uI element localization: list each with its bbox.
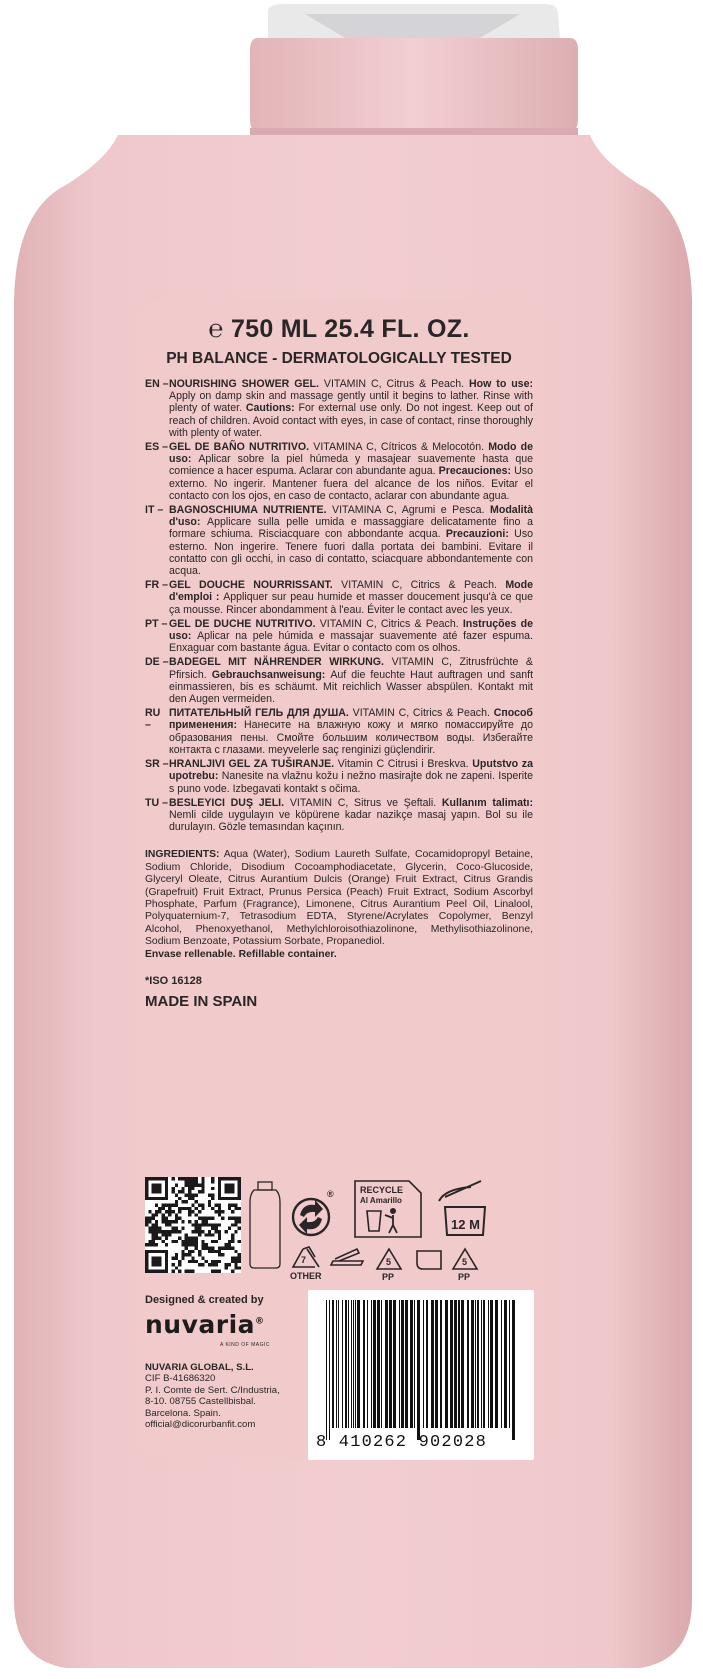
barcode-bar [454, 1300, 457, 1428]
barcode-bar [431, 1300, 434, 1428]
barcode-bar [329, 1300, 330, 1440]
made-in-text: MADE IN SPAIN [145, 992, 258, 1010]
barcode-digits: 8 410262 902028 [316, 1433, 488, 1452]
barcode-bar [405, 1300, 408, 1428]
barcode-bar [426, 1300, 428, 1428]
barcode-bar [501, 1300, 502, 1428]
barcode-bar [477, 1300, 479, 1428]
designed-by-text: Designed & created by [145, 1294, 264, 1306]
instruction-text: NOURISHING SHOWER GEL. VITAMIN C, Citrus & Peach. How to use: Apply on damp skin and massage gently until it begins to lather. Rinse with plenty of water. Cautions: For external use only. Do not ingest. Keep out of reach of children. Avoid contact with eyes, in case of contact, rinse thoroughly with plenty of water. [169, 378, 533, 439]
language-code: RU – [145, 707, 161, 732]
resin-pp2-number: 5 [462, 1257, 468, 1267]
barcode-bar [389, 1300, 392, 1428]
barcode-bar [435, 1300, 438, 1428]
barcode-bar [458, 1300, 460, 1428]
iso-note: *ISO 16128 [145, 974, 202, 987]
barcode-bar [377, 1300, 380, 1428]
barcode-bar [495, 1300, 498, 1428]
barcode-bar [355, 1300, 356, 1428]
barcode-bar [483, 1300, 485, 1428]
language-code: ES – [145, 441, 168, 454]
instruction-text: GEL DE DUCHE NUTRITIVO. VITAMIN C, Citrics & Peach. Instruções de uso: Aplicar na pele húmida e massajar suavemente até fazer espuma. Enxaguar com bastante água. Evitar o contacto com os olhos. [169, 617, 534, 655]
barcode-bar [326, 1300, 327, 1440]
barcode-bar [351, 1300, 352, 1428]
barcode-bar [399, 1300, 400, 1428]
company-cif: CIF B-41686320 [145, 1373, 216, 1385]
company-email: official@dicorurbanfit.com [145, 1419, 256, 1431]
instruction-row [145, 378, 533, 439]
resin-pp1-number: 5 [386, 1257, 392, 1267]
instruction-row [145, 504, 533, 577]
instruction-row [145, 656, 533, 705]
instruction-row [145, 441, 533, 502]
barcode-bar [450, 1300, 453, 1428]
instruction-row [145, 707, 533, 756]
usage-instructions [145, 378, 533, 833]
barcode-bar [336, 1300, 337, 1428]
ingredients-block [145, 849, 533, 948]
resin-other-number: 7 [301, 1255, 307, 1265]
barcode-bar [367, 1300, 368, 1428]
barcode-bar [475, 1300, 476, 1428]
resin-7-icon [290, 1247, 322, 1281]
language-code: DE – [145, 656, 169, 669]
barcode-bar [373, 1300, 376, 1428]
resin-pp2-label: PP [458, 1272, 471, 1282]
language-code: IT – [145, 504, 164, 517]
pao-12m-icon [439, 1181, 485, 1235]
language-code: EN – [145, 378, 169, 390]
language-code: PT – [145, 617, 168, 630]
company-address-3: Barcelona. Spain. [145, 1407, 221, 1419]
flip-cap-icon [331, 1249, 363, 1265]
barcode-bar [471, 1300, 474, 1428]
instruction-row [145, 579, 533, 616]
instruction-text: GEL DOUCHE NOURRISSANT. VITAMIN C, Citrics & Peach. Mode d'emploi : Appliquer sur peau humide et masser doucement jusqu'à ce que ça mousse. Rincer abondamment à l'eau. Éviter le contact avec les yeux. [169, 579, 533, 616]
recycle-title: RECYCLE [360, 1185, 404, 1195]
refill-note: Envase rellenable. Refillable container. [145, 948, 337, 960]
barcode-bar [461, 1300, 464, 1428]
barcode-bar [363, 1300, 365, 1428]
volume-text: ℮ 750 ML 25.4 FL. OZ. [208, 315, 470, 343]
ph-balance-text: PH BALANCE - DERMATOLOGICALLY TESTED [166, 350, 512, 367]
barcode-bar [332, 1300, 334, 1428]
resin-other-label: OTHER [290, 1271, 322, 1281]
barcode-bar [401, 1300, 404, 1428]
cap [250, 38, 578, 134]
barcode-bar [509, 1300, 510, 1428]
barcode [308, 1290, 534, 1460]
instruction-text: BESLEYICI DUŞ JELI. VITAMIN C, Sitrus ve Şeftali. Kullanım talimatı: Nemli cilde uygulayın ve köpürene kadar nazikçe masaj yapın. Bol su ile durulayın. Gözle temasından kaçının. [169, 796, 533, 834]
ingredients-list: Aqua (Water), Sodium Laureth Sulfate, Cocamidopropyl Betaine, Sodium Chloride, Disodium Cocoamphodiacetate, Glycerin, Coco-Glucoside, Glyceryl Oleate, Citrus Aurantium Dulcis (Orange) Fruit Extract, Citrus Grandis (Grapefruit) Fruit Extract, Prunus Persica (Peach) Fruit Extract, Sodium Ascorbyl Phosphate, Parfum (Fragrance), Limonene, Citrus Aurantium Peel Oil, Linalool, Polyquaternium-7, Tetrasodium EDTA, Styrene/Acrylates Copolymer, Benzyl Alcohol, Phenoxyethanol, Methylchloroisothiazolinone, Methylisothiazolinone, Sodium Benzoate, Potassium Sorbate, Propanediol. [145, 849, 533, 948]
nuvaria-logo: nuvaria® [145, 1310, 265, 1339]
barcode-bar [445, 1300, 448, 1428]
barcode-bar [357, 1300, 360, 1428]
language-code: SR – [145, 758, 169, 771]
resin-pp1-label: PP [382, 1272, 395, 1282]
instruction-text: HRANLJIVI GEL ZA TUŠIRANJE. Vitamin C Citrusi i Breskva. Uputstvo za upotrebu: Nanesite na vlažnu kožu i nežno masirajte dok ne zapeni. Isperite s puno vode. Izbegavati kontakt s očima. [169, 758, 533, 795]
company-address-2: 8-10. 08755 Castellbisbal. [145, 1396, 256, 1408]
barcode-bar [440, 1300, 442, 1428]
barcode-bar [481, 1300, 482, 1428]
barcode-bar [467, 1300, 469, 1428]
company-info [145, 1362, 315, 1430]
instruction-text: BAGNOSCHIUMA NUTRIENTE. VITAMINA C, Agrumi e Pesca. Modalità d'uso: Applicare sulla pelle umida e massaggiare delicatamente fino a formare schiuma. Risciacquare con abbondante acqua. Precauzioni: Uso esterno. Non ingerire. Tenere fuori dalla portata dei bambini. Evitare il contatto con gli occhi, in caso di contatto, sciacquare abbondantemente con acqua. [169, 504, 534, 578]
registered-mark: ® [327, 1189, 334, 1199]
barcode-bar [488, 1300, 489, 1428]
label-sleeve-icon [417, 1251, 441, 1269]
instruction-text: ПИТАТЕЛЬНЫЙ ГЕЛЬ ДЛЯ ДУША. VITAMIN C, Citrics & Peach. Способ применения: Нанесите на влажную кожу и мягко помассируйте до образования пены. Смойте большим количеством воды. Избегайте контакта с глазами. meyvelerle saç renginizi güçlendirir. [169, 707, 533, 756]
barcode-bar [417, 1300, 420, 1440]
pao-text: 12 M [451, 1217, 480, 1232]
barcode-bar [371, 1300, 372, 1428]
company-name: NUVARIA GLOBAL, S.L. [145, 1362, 254, 1373]
barcode-bar [410, 1300, 413, 1428]
instruction-text: BADEGEL MIT NÄHRENDER WIRKUNG. VITAMIN C, Zitrusfrüchte & Pfirsich. Gebrauchsanweisung: Auf die feuchte Haut auftragen und sanft einmassieren, bis es schäumt. Mit reichlich Wasser abspülen. Kontakt mit den Augen vermeiden. [169, 656, 534, 706]
product-label [135, 300, 545, 1458]
company-address-1: P. I. Comte de Sert. C/Industria, [145, 1384, 280, 1396]
language-code: TU – [145, 796, 168, 809]
barcode-bar [342, 1300, 343, 1428]
green-dot-icon [293, 1189, 334, 1235]
logo-tagline: A KIND OF MAGIC [220, 1342, 271, 1348]
barcode-bar [393, 1300, 396, 1428]
recycle-yellow-bin-icon [355, 1181, 421, 1237]
resin-5-pp-icon [377, 1249, 401, 1282]
bottle-outline-icon [248, 1180, 282, 1270]
instruction-row [145, 618, 533, 655]
barcode-bar [414, 1300, 415, 1428]
recycling-symbols [285, 1145, 535, 1285]
barcode-bar [381, 1300, 382, 1428]
resin-5-pp-icon-2 [453, 1249, 477, 1282]
instruction-text: GEL DE BAÑO NUTRITIVO. VITAMINA C, Cítricos & Melocotón. Modo de uso: Aplicar sobre la piel húmeda y masajear suavemente hasta que comience a hacer espuma. Aclarar con abundante agua. Precauciones: Uso externo. No ingerir. Mantener fuera del alcance de los niños. Evitar el contacto con los ojos, en caso de contacto, aclarar con abundante agua. [169, 441, 534, 502]
instruction-row [145, 797, 533, 834]
barcode-bar [504, 1300, 507, 1428]
barcode-bar [338, 1300, 339, 1428]
qr-code [145, 1177, 241, 1273]
instruction-row [145, 758, 533, 795]
barcode-bar [385, 1300, 388, 1428]
language-code: FR – [145, 579, 168, 592]
recycle-subtitle: Al Amarillo [360, 1196, 402, 1205]
ingredients-label: INGREDIENTS: [145, 849, 220, 861]
barcode-bar [512, 1300, 515, 1440]
barcode-bar [353, 1300, 354, 1428]
barcode-bar [490, 1300, 493, 1428]
barcode-bar [345, 1300, 347, 1428]
barcode-bar [348, 1300, 349, 1428]
barcode-bar [423, 1300, 424, 1428]
